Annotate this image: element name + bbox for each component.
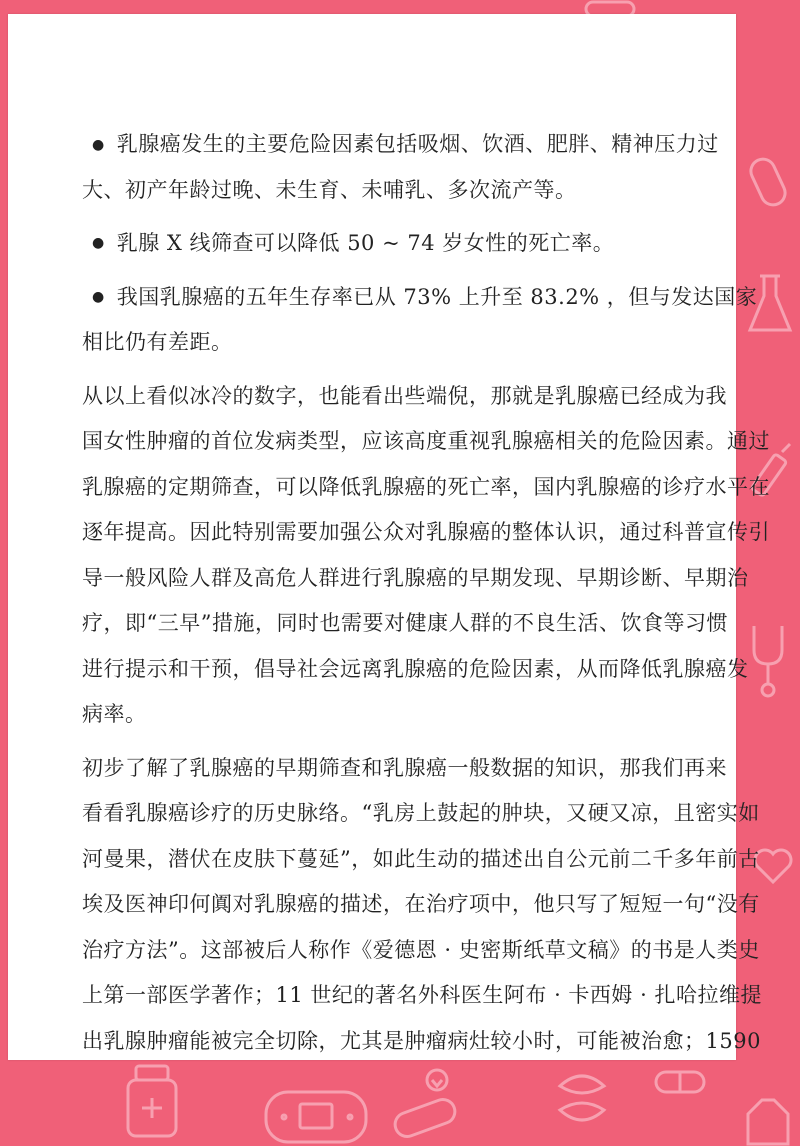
capsule-icon (650, 1062, 710, 1102)
bullet-1-line-2: 大、初产年龄过晚、未生育、未哺乳、多次流产等。 (82, 177, 577, 202)
para-2-line-3: 河曼果，潜伏在皮肤下蔓延”，如此生动的描述出自公元前二千多年前古 (82, 846, 760, 871)
para-1-line-8: 病率。 (82, 702, 147, 726)
monitor-icon (262, 1088, 372, 1146)
para-1-line-1: 从以上看似冰冷的数字，也能看出些端倪，那就是乳腺癌已经成为我 (82, 383, 727, 408)
bullet-dot: ● (92, 289, 105, 306)
para-1-line-2: 国女性肿瘤的首位发病类型，应该高度重视乳腺癌相关的危险因素。通过 (82, 429, 770, 453)
page-text (82, 122, 770, 1064)
bullet-3-line-1: ● 我国乳腺癌的五年生存率已从 73% 上升至 83.2% ，但与发达国家 (92, 284, 758, 309)
para-1-line-3: 乳腺癌的定期筛查，可以降低乳腺癌的死亡率，国内乳腺癌的诊疗水平在 (82, 474, 770, 499)
para-1-line-7: 进行提示和干预，倡导社会远离乳腺癌的危险因素，从而降低乳腺癌发 (82, 656, 749, 681)
para-2-line-2: 看看乳腺癌诊疗的历史脉络。“乳房上鼓起的肿块，又硬又凉，且密实如 (82, 801, 760, 825)
bandage-icon-right (748, 150, 798, 210)
para-1-line-4: 逐年提高。因此特别需要加强公众对乳腺癌的整体认识，通过科普宣传引 (82, 520, 770, 544)
pill-bottle-icon (118, 1060, 188, 1140)
bullet-3-line-2: 相比仍有差距。 (82, 330, 233, 354)
para-1-line-6: 疗，即“三早”措施，同时也需要对健康人群的不良生活、饮食等习惯 (82, 611, 728, 635)
stethoscope-icon (744, 620, 798, 700)
para-2-line-7: 出乳腺肿瘤能被完全切除，尤其是肿瘤病灶较小时，可能被治愈；1590 (82, 1028, 761, 1053)
para-2-line-1: 初步了解了乳腺癌的早期筛查和乳腺癌一般数据的知识，那我们再来 (82, 755, 727, 780)
bullet-2-line-1: ● 乳腺 X 线筛查可以降低 50 ~ 74 岁女性的死亡率。 (82, 221, 702, 267)
teeth-icon (552, 1066, 612, 1136)
coat-icon (738, 1090, 798, 1146)
para-2-line-6: 上第一部医学著作；11 世纪的著名外科医生阿布 · 卡西姆 · 扎哈拉维提 (82, 983, 762, 1007)
bullet-1-line-1: ● 乳腺癌发生的主要危险因素包括吸烟、饮酒、肥胖、精神压力过 (92, 132, 719, 156)
para-1-line-5: 导一般风险人群及高危人群进行乳腺癌的早期发现、早期诊断、早期治 (82, 565, 749, 590)
bullet-dot: ● (92, 136, 105, 153)
bullet-dot: ● (92, 235, 105, 251)
para-2-line-4: 埃及医神印何阗对乳腺癌的描述，在治疗项中，他只写了短短一句“没有 (82, 892, 760, 916)
para-2-line-5: 治疗方法”。这部被后人称作《爱德恩 · 史密斯纸草文稿》的书是人类史 (82, 937, 760, 962)
gender-symbol-icon (412, 1062, 462, 1102)
